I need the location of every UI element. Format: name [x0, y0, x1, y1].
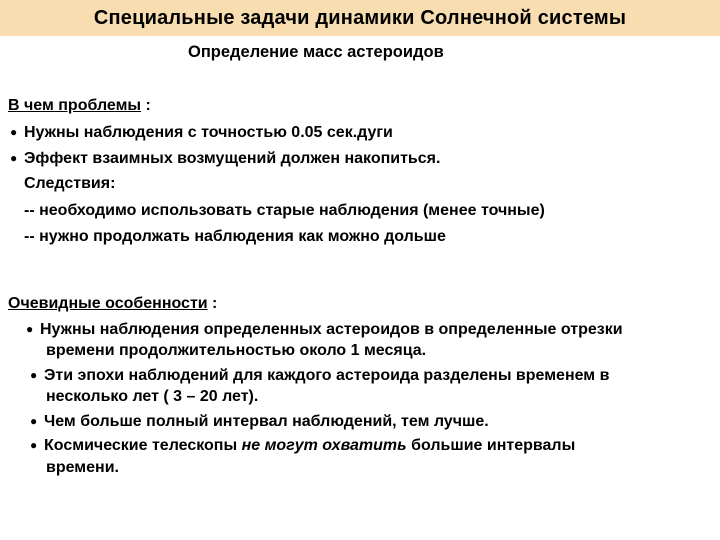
slide-subtitle: Определение масс астероидов — [188, 43, 444, 61]
bullet-icon: ● — [26, 322, 34, 336]
list-item — [26, 319, 623, 340]
page-title: Специальные задачи динамики Солнечной системы — [93, 6, 627, 29]
title-bar — [0, 0, 720, 36]
bullet-icon: ● — [30, 368, 38, 382]
list-item-text: Чем больше полный интервал наблюдений, тем лучше. — [44, 413, 489, 430]
consequence-item: -- необходимо использовать старые наблюдения (менее точные) — [24, 202, 545, 219]
bullet-icon: ● — [10, 125, 18, 139]
section1-heading-suffix: : — [141, 97, 151, 114]
section2-heading-suffix: : — [207, 295, 218, 312]
section2-heading: Очевидные особенности — [8, 295, 208, 312]
bullet-icon: ● — [10, 151, 18, 165]
bullet-icon: ● — [30, 438, 38, 452]
list-item-text: Эффект взаимных возмущений должен накопиться. — [24, 150, 441, 167]
list-item — [30, 435, 575, 456]
list-item-text-italic: не могут охватить — [241, 437, 407, 454]
list-item — [30, 411, 489, 432]
list-item-text: Нужны наблюдения с точностью 0.05 сек.дуги — [24, 124, 393, 141]
list-item — [10, 148, 440, 169]
consequence-item: -- нужно продолжать наблюдения как можно дольше — [24, 228, 446, 245]
section2-heading-line — [8, 294, 217, 314]
list-item-text: Эти эпохи наблюдений для каждого астероида разделены временем в — [44, 367, 610, 384]
list-item — [10, 122, 393, 143]
section1-heading-line — [8, 96, 151, 116]
section1-heading: В чем проблемы — [8, 97, 142, 114]
list-item-continuation: времени. — [46, 459, 119, 476]
list-item-text-pre: Космические телескопы — [44, 437, 242, 454]
list-item-text-post: большие интервалы — [406, 437, 576, 454]
list-item-text: Нужны наблюдения определенных астероидов в определенные отрезки — [40, 321, 623, 338]
bullet-icon: ● — [30, 414, 38, 428]
consequences-label: Следствия: — [24, 175, 116, 192]
list-item-continuation: несколько лет ( 3 – 20 лет). — [46, 388, 259, 405]
list-item — [30, 365, 609, 386]
list-item-continuation: времени продолжительностью около 1 месяца. — [46, 342, 427, 359]
